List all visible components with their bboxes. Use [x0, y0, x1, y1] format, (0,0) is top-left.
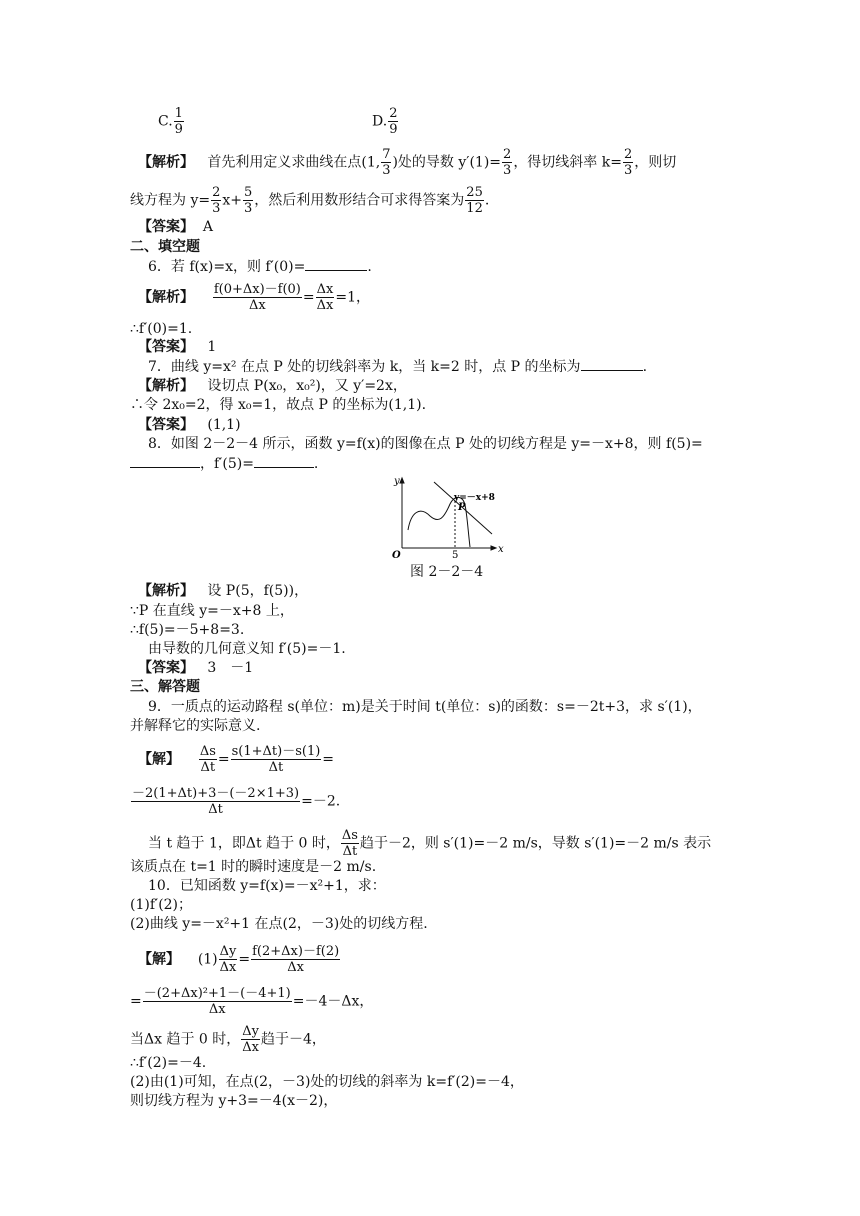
fraction: $\frac{7}{3}$	[382, 147, 391, 178]
text: 当Δx 趋于 0 时，	[130, 1031, 241, 1048]
analysis-tag: 【解析】	[138, 154, 194, 171]
fraction: $\frac{\Delta x}{\Delta x}$	[316, 282, 334, 313]
text: )处的导数 y′(1)=	[392, 154, 502, 171]
answer-value: A	[202, 219, 214, 235]
answer-q8	[138, 659, 253, 677]
text: 趋于－2，则 s′(1)=－2 m/s，导数 s′(1)=－2 m/s 表示	[359, 835, 712, 852]
analysis-tag: 【解析】	[138, 289, 194, 306]
answer-value: 3 －1	[207, 660, 254, 676]
analysis-q8	[138, 582, 308, 600]
text-line: ∴令 2x₀=2，得 x₀=1，故点 P 的坐标为(1,1).	[130, 397, 427, 413]
fraction: $\frac{1}{9}$	[174, 106, 183, 137]
fraction: $\frac{25}{12}$	[466, 185, 483, 216]
text: =1，	[335, 289, 370, 306]
text: =	[302, 289, 315, 306]
answer-value: (1,1)	[207, 417, 241, 433]
question-10-part1: (1)f′(2)；	[130, 897, 193, 913]
text-line: (2)由(1)可知，在点(2，－3)处的切线的斜率为 k=f′(2)=－4，	[130, 1074, 524, 1090]
text: 趋于－4，	[261, 1031, 326, 1048]
fraction: $\frac{\Delta s}{\Delta t}$	[341, 828, 358, 859]
answer-blank	[130, 455, 200, 468]
text-line: ∴f(5)=－5+8=3.	[130, 622, 245, 638]
question-8-cont	[130, 455, 318, 473]
question-9: 9．一质点的运动路程 s(单位：m)是关于时间 t(单位：s)的函数：s=－2t+3，求 s′(1)，	[148, 699, 702, 715]
answer-tag: 【答案】	[138, 660, 194, 676]
text: =	[238, 951, 251, 968]
text: (1)	[197, 951, 218, 968]
question-6	[148, 258, 372, 276]
tangent-line-label: y=－x+8	[454, 493, 495, 503]
function-figure	[384, 472, 504, 562]
text-line: ∴f′(0)=1.	[130, 321, 193, 337]
text-line: 由导数的几何意义知 f′(5)=－1.	[148, 641, 346, 657]
answer-blank	[254, 455, 314, 468]
text-line: ∴f′(2)=－4.	[130, 1055, 207, 1071]
answer-blank	[581, 358, 643, 371]
x-axis-label: x	[498, 544, 504, 555]
question-8: 8．如图 2－2－4 所示，函数 y=f(x)的图像在点 P 处的切线方程是 y=－x+8，则 f(5)=	[148, 436, 703, 452]
text: ，则切	[634, 154, 677, 171]
fraction: $\frac{2}{3}$	[212, 185, 221, 216]
analysis-tag: 【解析】	[138, 378, 194, 394]
text: .	[484, 192, 490, 209]
question-7	[148, 358, 647, 376]
analysis-q6	[138, 282, 370, 313]
answer-value: 1	[207, 339, 217, 355]
question-9-cont: 并解释它的实际意义.	[130, 718, 261, 734]
figure-caption: 图 2－2－4	[410, 564, 484, 580]
origin-label: O	[392, 550, 401, 561]
text: 当 t 趋于 1，即Δt 趋于 0 时，	[148, 835, 340, 852]
x-axis-arrow	[491, 546, 496, 550]
answer-tag: 【答案】	[138, 219, 194, 235]
solution-q10-line1	[138, 944, 341, 975]
text-line: 该质点在 t=1 时的瞬时速度是－2 m/s.	[130, 859, 377, 875]
fraction: $\frac{2}{3}$	[503, 147, 512, 178]
section-heading-fill-in: 二、填空题	[130, 239, 200, 255]
text-line: ∵P 在直线 y=－x+8 上，	[130, 603, 294, 619]
text: 设 P(5，f(5))，	[207, 583, 309, 599]
text: 线方程为 y=	[130, 192, 211, 209]
x-tick-5: 5	[452, 550, 459, 561]
point-p-label: P	[458, 502, 466, 513]
answer-q5	[138, 218, 213, 236]
solution-q9-line3	[148, 828, 711, 859]
text: .	[313, 456, 319, 472]
text: =－4－Δx，	[292, 993, 374, 1010]
fraction: $\frac{\Delta s}{\Delta t}$	[199, 744, 216, 775]
text: =	[217, 751, 230, 768]
fraction: $\frac{s(1+\Delta t)-s(1)}{\Delta t}$	[231, 744, 321, 775]
section-heading-solve: 三、解答题	[130, 679, 200, 695]
option-c	[158, 106, 185, 137]
text: =	[130, 993, 142, 1010]
text-line: 则切线方程为 y+3=－4(x－2)，	[130, 1093, 338, 1109]
fraction: $\frac{2}{3}$	[623, 147, 633, 178]
text: =－2.	[301, 793, 341, 810]
answer-tag: 【答案】	[138, 339, 194, 355]
answer-blank	[305, 258, 367, 271]
analysis-q5-line1	[138, 147, 676, 178]
text: ，得切线斜率 k=	[513, 154, 622, 171]
solution-tag: 【解】	[138, 951, 180, 968]
text: 设切点 P(x₀，x₀²)，又 y′=2x，	[207, 378, 407, 394]
text: ，f′(5)=	[200, 456, 254, 472]
solution-tag: 【解】	[138, 751, 180, 768]
text: 6．若 f(x)=x，则 f′(0)=	[148, 259, 306, 275]
fraction: $\frac{f(2+\Delta x)-f(2)}{\Delta x}$	[252, 944, 340, 975]
analysis-tag: 【解析】	[138, 583, 194, 599]
analysis-q5-line2	[130, 185, 489, 216]
solution-q9-line1	[138, 744, 334, 775]
solution-q10-line2	[130, 986, 373, 1017]
text: =	[322, 751, 335, 768]
text: .	[367, 259, 372, 275]
fraction: $\frac{5}{3}$	[244, 185, 253, 216]
analysis-q7	[138, 377, 407, 395]
fraction: $\frac{-2(1+\Delta t)+3-(-2\times 1+3)}{\Delta t}$	[132, 786, 300, 817]
option-d	[372, 106, 399, 137]
answer-tag: 【答案】	[138, 417, 194, 433]
y-axis-arrow	[400, 478, 404, 483]
answer-q6	[138, 338, 216, 356]
text: x+	[222, 192, 243, 209]
option-c-label: C.	[158, 113, 173, 130]
fraction: $\frac{\Delta y}{\Delta x}$	[242, 1024, 259, 1055]
option-d-label: D.	[372, 113, 388, 130]
text: ，然后利用数形结合可求得答案为	[254, 192, 465, 209]
y-axis-label: y	[394, 476, 400, 487]
solution-q10-line3	[130, 1024, 326, 1055]
fraction: $\frac{2}{9}$	[389, 106, 398, 137]
question-10: 10．已知函数 y=f(x)=－x²+1，求：	[148, 878, 386, 894]
text: 首先利用定义求曲线在点(1,	[207, 154, 381, 171]
text: 7．曲线 y=x² 在点 P 处的切线斜率为 k，当 k=2 时，点 P 的坐标为	[148, 359, 581, 375]
text: .	[642, 359, 648, 375]
fraction: $\frac{\Delta y}{\Delta x}$	[219, 944, 237, 975]
solution-q9-line2	[130, 786, 340, 817]
answer-q7	[138, 416, 241, 434]
fraction: $\frac{\text{－(2+Δx)²+1－(－4+1)}}{\Delta x}$	[143, 986, 291, 1017]
question-10-part2: (2)曲线 y=－x²+1 在点(2，－3)处的切线方程.	[130, 916, 428, 932]
fraction: $\frac{f(0+\Delta x)-f(0)}{\Delta x}$	[213, 282, 301, 313]
